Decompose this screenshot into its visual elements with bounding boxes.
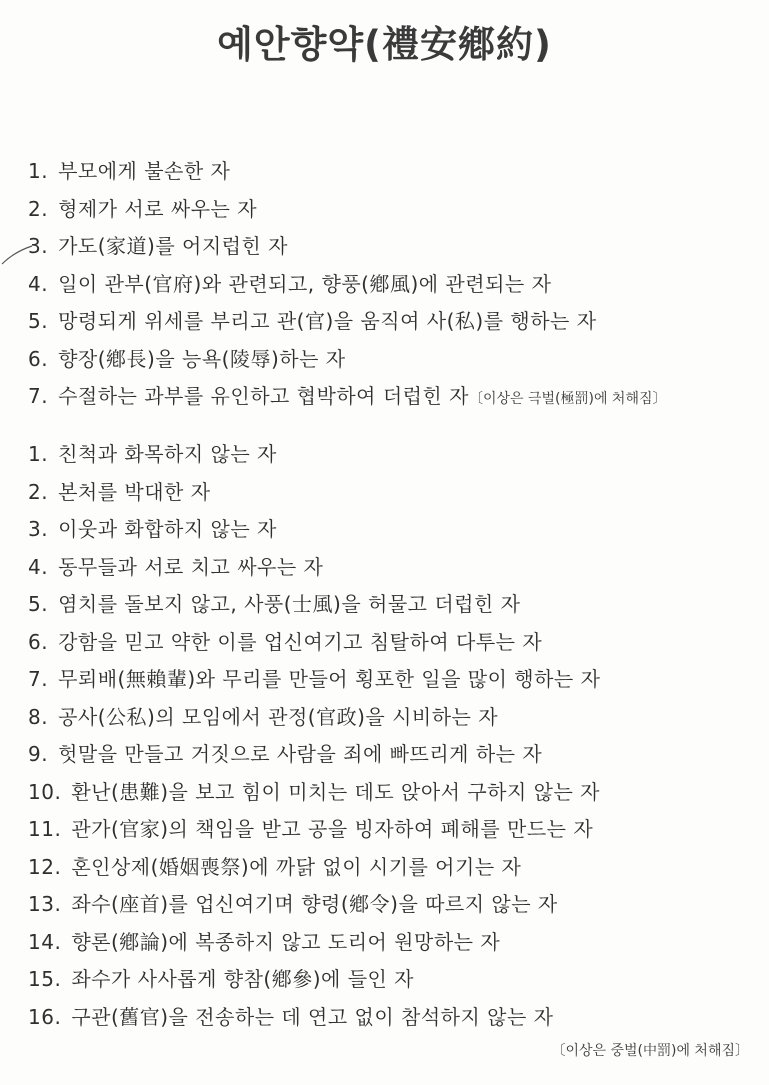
major-penalty-note: 〔이상은 극벌(極罰)에 처해짐〕 <box>468 391 667 407</box>
list-item <box>28 886 600 924</box>
item-number: 1. <box>28 442 49 466</box>
list-item <box>28 849 600 887</box>
item-text: 좌수가 사사롭게 향참(鄕參)에 들인 자 <box>71 967 415 991</box>
item-number: 7. <box>28 667 49 691</box>
list-item <box>28 436 600 474</box>
list-item <box>28 736 600 774</box>
item-text: 공사(公私)의 모임에서 관정(官政)을 시비하는 자 <box>58 704 499 729</box>
list-item <box>28 474 600 512</box>
item-text: 관가(官家)의 책임을 받고 공을 빙자하여 폐해를 만드는 자 <box>71 817 594 841</box>
list-item <box>28 228 667 266</box>
item-number: 6. <box>28 346 49 371</box>
list-item <box>28 811 600 849</box>
item-text: 헛말을 만들고 거짓으로 사람을 죄에 빠뜨리게 하는 자 <box>58 742 543 766</box>
item-text: 향론(鄕論)에 복종하지 않고 도리어 원망하는 자 <box>71 929 501 954</box>
list-item <box>28 191 667 229</box>
list-item <box>28 699 600 737</box>
list-item <box>28 303 667 341</box>
item-text: 구관(舊官)을 전송하는 데 연고 없이 참석하지 않는 자 <box>71 1004 554 1029</box>
item-number: 3. <box>28 517 49 541</box>
item-text: 부모에게 불손한 자 <box>58 159 231 183</box>
item-text: 혼인상제(婚姻喪祭)에 까닭 없이 시기를 어기는 자 <box>71 854 522 879</box>
item-number: 13. <box>28 892 62 916</box>
item-text: 가도(家道)를 어지럽힌 자 <box>58 234 288 258</box>
item-text: 환난(患難)을 보고 힘이 미치는 데도 앉아서 구하지 않는 자 <box>71 779 600 804</box>
list-item <box>28 378 667 416</box>
item-number: 10. <box>28 779 62 804</box>
page-title: 예안향약(禮安鄕約) <box>217 23 552 66</box>
item-text: 강함을 믿고 약한 이를 업신여기고 침탈하여 다투는 자 <box>58 629 543 654</box>
item-number: 9. <box>28 742 49 766</box>
medium-offense-list <box>28 436 600 1036</box>
item-number: 8. <box>28 704 49 729</box>
list-item <box>28 661 600 699</box>
medium-penalty-note: 〔이상은 중벌(中罰)에 처해짐〕 <box>551 1043 749 1059</box>
item-number: 2. <box>28 196 49 221</box>
list-item <box>28 153 667 191</box>
item-number: 15. <box>28 967 62 991</box>
item-number: 2. <box>28 479 49 504</box>
item-number: 7. <box>28 384 49 408</box>
item-number: 6. <box>28 629 49 654</box>
item-text: 동무들과 서로 치고 싸우는 자 <box>58 554 324 579</box>
item-text: 형제가 서로 싸우는 자 <box>58 196 258 221</box>
list-item <box>28 586 600 624</box>
item-number: 14. <box>28 929 62 954</box>
item-text: 일이 관부(官府)와 관련되고, 향풍(鄕風)에 관련되는 자 <box>58 271 552 296</box>
major-offense-list <box>28 153 667 416</box>
item-number: 3. <box>28 234 49 258</box>
item-number: 4. <box>28 271 49 296</box>
list-item <box>28 266 667 304</box>
item-number: 4. <box>28 554 49 579</box>
item-text: 향장(鄕長)을 능욕(陵辱)하는 자 <box>58 346 346 371</box>
item-number: 5. <box>28 592 49 616</box>
item-number: 11. <box>28 817 62 841</box>
item-text: 망령되게 위세를 부리고 관(官)을 움직여 사(私)를 행하는 자 <box>58 309 597 333</box>
item-text: 수절하는 과부를 유인하고 협박하여 더럽힌 자 <box>58 384 469 408</box>
list-item <box>28 624 600 662</box>
item-text: 친척과 화목하지 않는 자 <box>58 442 277 466</box>
list-item <box>28 924 600 962</box>
item-text: 본처를 박대한 자 <box>58 479 211 504</box>
item-number: 1. <box>28 159 49 183</box>
item-number: 16. <box>28 1004 62 1029</box>
item-text: 무뢰배(無賴輩)와 무리를 만들어 횡포한 일을 많이 행하는 자 <box>58 667 601 691</box>
item-text: 염치를 돌보지 않고, 사풍(士風)을 허물고 더럽힌 자 <box>58 592 521 616</box>
item-number: 5. <box>28 309 49 333</box>
list-item <box>28 961 600 999</box>
item-text: 좌수(座首)를 업신여기며 향령(鄕令)을 따르지 않는 자 <box>71 892 558 916</box>
list-item <box>28 341 667 379</box>
list-item <box>28 774 600 812</box>
list-item <box>28 511 600 549</box>
list-item <box>28 999 600 1037</box>
list-item <box>28 549 600 587</box>
item-number: 12. <box>28 854 62 879</box>
item-text: 이웃과 화합하지 않는 자 <box>58 517 277 541</box>
